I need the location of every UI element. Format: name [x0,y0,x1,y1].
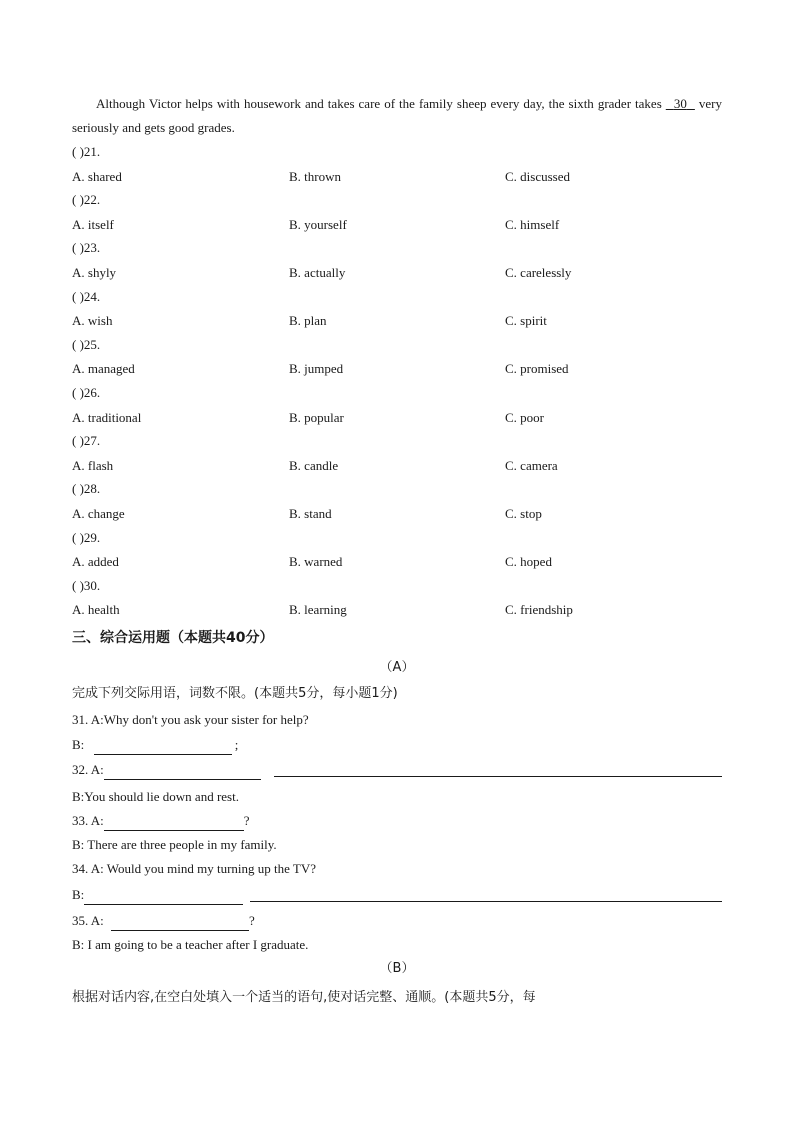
option-a[interactable]: A. added [72,554,119,570]
option-a[interactable]: A. shared [72,168,122,184]
q32-response: B:You should lie down and rest. [72,789,239,804]
q31-answer-line: B: ; [72,735,238,755]
option-b[interactable]: B. jumped [289,361,344,377]
part-b-label: （B） [379,961,415,976]
option-a[interactable]: A. managed [72,361,135,377]
option-c[interactable]: C. hoped [505,554,552,570]
instruction-a: 完成下列交际用语，词数不限。(本题共5分，每小题1分) [72,686,398,701]
section-heading: 三、综合运用题（本题共40分） [72,630,274,646]
option-b[interactable]: B. actually [289,264,346,280]
option-b[interactable]: B. yourself [289,216,347,232]
q33-answer-blank[interactable] [104,816,244,831]
q34-prompt: 34. A: Would you mind my turning up the TV? [72,861,317,876]
question-number[interactable]: ( )22. [72,192,101,208]
option-a[interactable]: A. shyly [72,264,117,280]
question-number[interactable]: ( )25. [72,336,101,352]
option-b[interactable]: B. thrown [289,168,341,184]
question-number[interactable]: ( )30. [72,577,101,593]
part-a-label: （A） [379,660,415,675]
option-a[interactable]: A. flash [72,457,114,473]
option-a[interactable]: A. itself [72,216,114,232]
option-c[interactable]: C. promised [505,361,569,377]
instruction-b: 根据对话内容,在空白处填入一个适当的语句,使对话完整、通顺。(本题共5分，每 [72,990,536,1005]
question-number[interactable]: ( )21. [72,144,101,159]
option-c[interactable]: C. himself [505,216,560,232]
q34-answer-rule[interactable] [250,901,722,902]
question-number[interactable]: ( )29. [72,529,101,545]
option-a[interactable]: A. health [72,602,120,618]
passage-text-end: very seriously and gets good grades. [72,96,722,135]
question-number[interactable]: ( )28. [72,481,101,497]
option-c[interactable]: C. carelessly [505,264,572,280]
option-c[interactable]: C. poor [505,409,544,425]
reading-passage [72,92,722,140]
option-b[interactable]: B. popular [289,409,344,425]
option-a[interactable]: A. change [72,505,125,521]
option-c[interactable]: C. friendship [505,602,573,618]
question-number[interactable]: ( )26. [72,385,101,400]
q32-prompt-line: 32. A: [72,760,261,780]
q35-prompt-line: 35. A: ? [72,911,255,931]
q35-answer-blank[interactable] [111,916,249,931]
question-number[interactable]: ( )24. [72,288,101,304]
option-c[interactable]: C. discussed [505,168,570,184]
passage-text: Although Victor helps with housework and takes care of the family sheep every day, the sixth grader takes [96,96,666,111]
option-b[interactable]: B. stand [289,505,332,521]
q32-answer-blank[interactable] [104,765,261,780]
option-c[interactable]: C. stop [505,505,542,521]
option-b[interactable]: B. warned [289,554,343,570]
option-b[interactable]: B. candle [289,457,339,473]
option-b[interactable]: B. plan [289,313,327,329]
q32-answer-rule[interactable] [274,776,722,777]
q31-answer-blank[interactable] [94,740,232,755]
q34-answer-line: B: [72,885,243,905]
question-number[interactable]: ( )27. [72,433,101,449]
question-number[interactable]: ( )23. [72,240,101,256]
q34-answer-blank[interactable] [84,890,243,905]
blank-30: 30 [673,96,687,111]
option-a[interactable]: A. traditional [72,409,142,425]
q31-prompt: 31. A:Why don't you ask your sister for help? [72,712,309,727]
q33-response: B: There are three people in my family. [72,837,277,852]
option-c[interactable]: C. spirit [505,313,547,329]
option-b[interactable]: B. learning [289,602,347,618]
q33-prompt-line: 33. A: ? [72,811,250,831]
option-c[interactable]: C. camera [505,457,558,473]
option-a[interactable]: A. wish [72,313,113,329]
q35-response: B: I am going to be a teacher after I graduate. [72,937,309,952]
